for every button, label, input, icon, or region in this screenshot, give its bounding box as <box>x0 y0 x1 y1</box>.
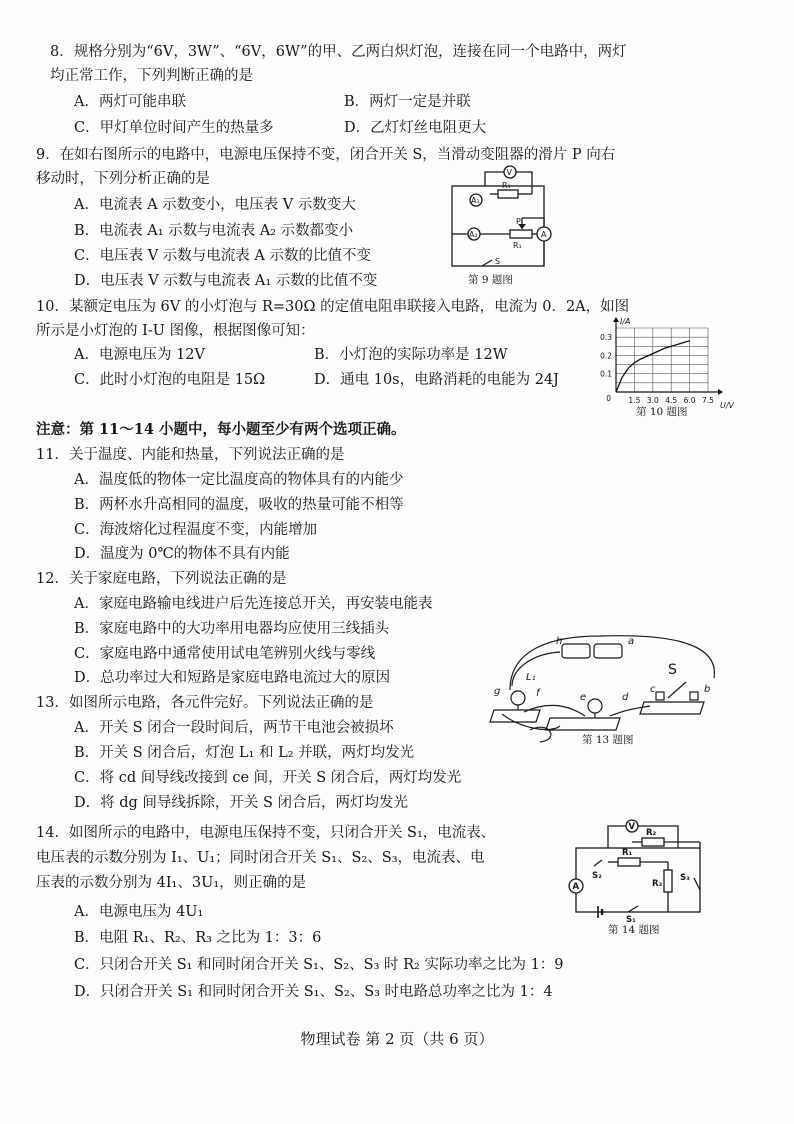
fig9-label-A2: A₂ <box>469 230 478 239</box>
option-b: B．家庭电路中的大功率用电器均应使用三线插头 <box>74 621 390 637</box>
option-b: B．电阻 R₁、R₂、R₃ 之比为 1：3：6 <box>74 930 322 946</box>
option-d: D．通电 10s，电路消耗的电能为 24J <box>314 372 559 388</box>
x-axis-arrow-icon <box>718 389 723 395</box>
fig14-label-R3: R₃ <box>652 879 663 889</box>
question-stem: 10．某额定电压为 6V 的小灯泡与 R=30Ω 的定值电阻串联接入电路，电流为 0．2A，如图 <box>36 299 630 315</box>
figure-10-iu-chart <box>586 317 735 410</box>
option-a: A．家庭电路输电线进户后先连接总开关，再安装电能表 <box>74 596 433 612</box>
fig9-label-P: P <box>516 217 521 226</box>
option-d: D．总功率过大和短路是家庭电路电流过大的原因 <box>74 670 391 686</box>
option-d: D．乙灯灯丝电阻更大 <box>344 120 487 136</box>
fig13-label-f: f <box>536 688 540 699</box>
fig13-label-g: g <box>494 686 501 697</box>
fig14-label-A: A <box>572 882 580 892</box>
x-tick-label: 3.0 <box>646 396 659 405</box>
y-tick-label: 0.1 <box>600 369 612 379</box>
option-a: A．温度低的物体一定比温度高的物体具有的内能少 <box>74 472 404 488</box>
fig13-label-a: a <box>628 636 635 647</box>
option-a: A．电源电压为 4U₁ <box>74 904 204 920</box>
origin-label: 0 <box>606 394 611 403</box>
fig13-label-S: S <box>668 662 677 678</box>
question-stem: 9．在如右图所示的电路中，电源电压保持不变，闭合开关 S，当滑动变阻器的滑片 P 向右 <box>36 147 616 163</box>
y-axis-arrow-icon <box>613 317 619 322</box>
option-a: A．两灯可能串联 <box>74 94 186 110</box>
figure-13-caption: 第 13 题图 <box>582 734 634 746</box>
option-c: C．将 cd 间导线改接到 ce 间，开关 S 闭合后，两灯均发光 <box>74 770 462 786</box>
option-a: A．电流表 A 示数变小，电压表 V 示数变大 <box>74 197 356 213</box>
x-tick-label: 6.0 <box>683 396 696 405</box>
option-c: C．家庭电路中通常使用试电笔辨别火线与零线 <box>74 646 376 662</box>
option-d: D．温度为 0℃的物体不具有内能 <box>74 546 290 562</box>
y-tick-label: 0.3 <box>600 333 612 343</box>
option-b: B．两灯一定是并联 <box>344 94 471 110</box>
fig9-label-R: R₁ <box>513 241 522 250</box>
question-stem: 12．关于家庭电路，下列说法正确的是 <box>36 571 287 587</box>
option-d: D．只闭合开关 S₁ 和同时闭合开关 S₁、S₂、S₃ 时电路总功率之比为 1：4 <box>74 984 553 1000</box>
option-d: D．电压表 V 示数与电流表 A₁ 示数的比值不变 <box>74 273 378 289</box>
option-b: B．开关 S 闭合后，灯泡 L₁ 和 L₂ 并联，两灯均发光 <box>74 745 415 761</box>
question-stem: 13．如图所示电路，各元件完好。下列说法正确的是 <box>36 695 374 711</box>
fig14-label-R1: R₁ <box>622 848 633 858</box>
question-stem: 电压表的示数分别为 I₁、U₁；同时闭合开关 S₁、S₂、S₃，电流表、电 <box>36 850 485 866</box>
fig13-label-b: b <box>704 684 711 695</box>
page-footer: 物理试卷 第 2 页（共 6 页） <box>300 1030 494 1048</box>
fig14-label-V: V <box>628 822 636 832</box>
fig14-label-S2: S₂ <box>592 871 602 881</box>
option-b: B．两杯水升高相同的温度，吸收的热量可能不相等 <box>74 497 404 513</box>
fig13-label-h: h <box>556 636 563 647</box>
figure-14-caption: 第 14 题图 <box>608 924 660 936</box>
fig9-label-A1: A₁ <box>471 196 480 205</box>
fig9-label-V: V <box>506 168 512 177</box>
question-stem: 移动时，下列分析正确的是 <box>36 171 210 187</box>
figure-14-circuit <box>568 814 708 925</box>
fig13-label-L1: L₁ <box>526 672 536 683</box>
option-a: A．开关 S 闭合一段时间后，两节干电池会被损坏 <box>74 720 394 736</box>
option-b: B．电流表 A₁ 示数与电流表 A₂ 示数都变小 <box>74 223 354 239</box>
y-tick-label: 0.2 <box>600 351 612 361</box>
option-d: D．将 dg 间导线拆除，开关 S 闭合后，两灯均发光 <box>74 795 409 811</box>
fig9-label-R1: R₁ <box>502 181 511 190</box>
x-tick-label: 1.5 <box>628 396 641 405</box>
fig14-label-S1: S₁ <box>626 915 636 925</box>
figure-9-caption: 第 9 题图 <box>468 274 513 286</box>
option-c: C．甲灯单位时间产生的热量多 <box>74 120 274 136</box>
option-c: C．此时小灯泡的电阻是 15Ω <box>74 372 266 388</box>
question-stem: 14．如图所示的电路中，电源电压保持不变，只闭合开关 S₁，电流表、 <box>36 825 496 841</box>
option-c: C．电压表 V 示数与电流表 A 示数的比值不变 <box>74 248 371 264</box>
option-b: B．小灯泡的实际功率是 12W <box>314 347 508 363</box>
option-c: C．只闭合开关 S₁ 和同时闭合开关 S₁、S₂、S₃ 时 R₂ 实际功率之比为 1：9 <box>74 957 564 973</box>
fig13-label-c: c <box>650 684 656 695</box>
x-tick-label: 4.5 <box>665 396 678 405</box>
figure-10-caption: 第 10 题图 <box>636 406 688 418</box>
question-stem: 11．关于温度、内能和热量，下列说法正确的是 <box>36 447 345 463</box>
fig14-label-S3: S₃ <box>680 873 690 883</box>
fig9-label-S: S <box>495 257 501 266</box>
fig13-label-e: e <box>580 692 587 703</box>
fig9-label-A: A <box>541 230 547 239</box>
x-axis-label: U/V <box>720 401 735 410</box>
question-stem: 8．规格分别为“6V，3W”、“6V，6W”的甲、乙两白炽灯泡，连接在同一个电路中，两灯 <box>50 44 627 60</box>
figure-13-circuit <box>490 630 730 742</box>
fig14-label-R2: R₂ <box>646 828 657 838</box>
figure-9-circuit <box>440 158 560 270</box>
fig13-label-d: d <box>622 692 629 703</box>
question-stem: 均正常工作，下列判断正确的是 <box>50 68 253 84</box>
y-axis-label: I/A <box>620 317 631 326</box>
question-stem: 压表的示数分别为 4I₁、3U₁，则正确的是 <box>36 875 307 891</box>
question-stem: 所示是小灯泡的 I-U 图像，根据图像可知： <box>36 323 315 339</box>
notice-multiple-answers: 注意：第 11～14 小题中，每小题至少有两个选项正确。 <box>36 421 406 438</box>
option-c: C．海波熔化过程温度不变，内能增加 <box>74 522 318 538</box>
option-a: A．电源电压为 12V <box>74 347 206 363</box>
x-tick-label: 7.5 <box>702 396 714 405</box>
